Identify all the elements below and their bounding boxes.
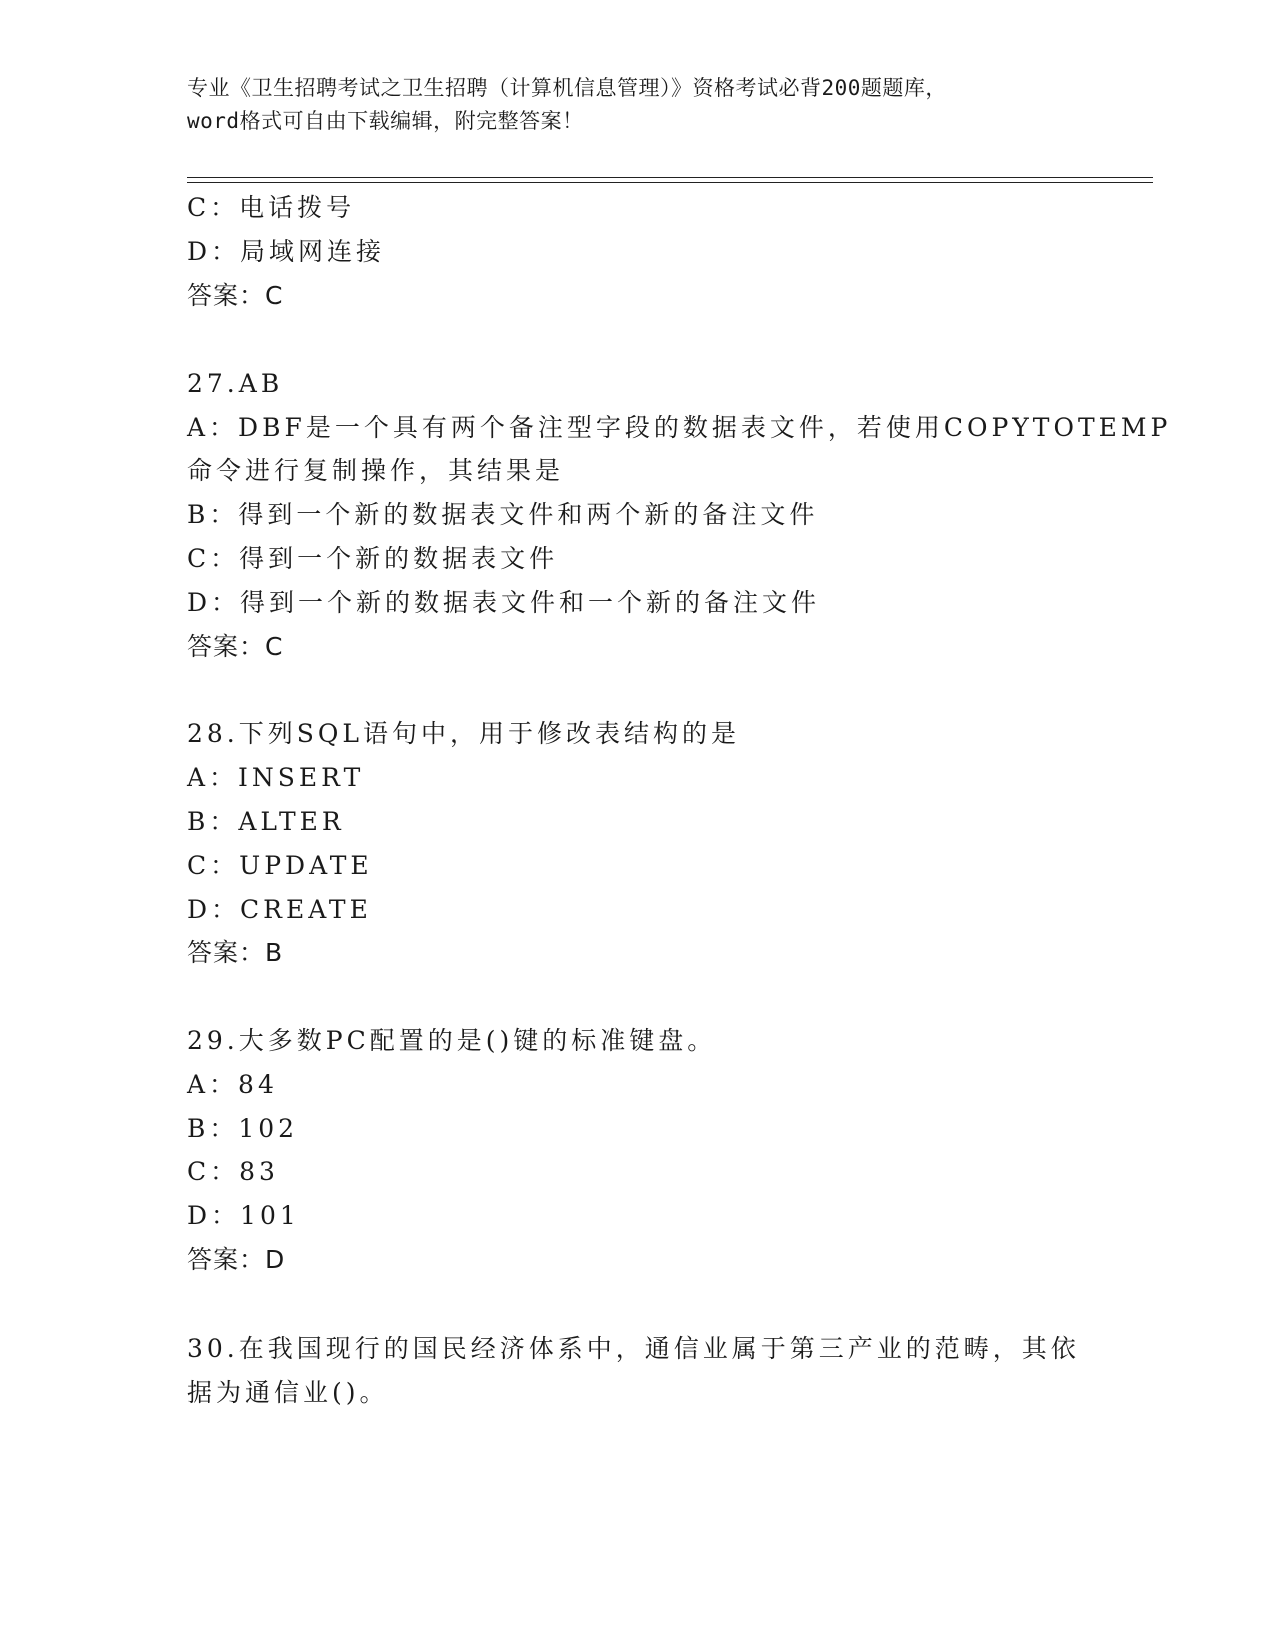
q26-answer: 答案：C (187, 281, 284, 310)
q28-title: 28.下列SQL语句中，用于修改表结构的是 (187, 719, 740, 748)
q29-option-c: C：83 (187, 1157, 279, 1186)
q26-option-c: C：电话拨号 (187, 193, 356, 222)
q27-answer: 答案：C (187, 632, 284, 661)
q27-option-a-line1: A：DBF是一个具有两个备注型字段的数据表文件，若使用COPYTOTEMP (187, 413, 1172, 442)
q27-option-c: C：得到一个新的数据表文件 (187, 544, 559, 573)
q29-option-d: D：101 (187, 1201, 300, 1230)
q29-option-b: B：102 (187, 1114, 299, 1143)
q27-option-b: B：得到一个新的数据表文件和两个新的备注文件 (187, 500, 819, 529)
q26-option-d: D：局域网连接 (187, 237, 386, 266)
q27-option-d: D：得到一个新的数据表文件和一个新的备注文件 (187, 588, 821, 617)
q28-option-a: A：INSERT (187, 763, 365, 792)
q29-answer: 答案：D (187, 1245, 286, 1274)
q29-option-a: A：84 (187, 1070, 278, 1099)
document-header (187, 72, 1087, 138)
q27-option-a-line2: 命令进行复制操作，其结果是 (187, 456, 565, 485)
q28-option-b: B：ALTER (187, 807, 345, 836)
header-divider-bottom (187, 182, 1153, 183)
q30-title-line1: 30.在我国现行的国民经济体系中，通信业属于第三产业的范畴，其依 (187, 1334, 1080, 1363)
q28-answer: 答案：B (187, 938, 284, 967)
header-line-2: word格式可自由下载编辑，附完整答案！ (187, 109, 584, 133)
q30-title-line2: 据为通信业()。 (187, 1378, 389, 1407)
q28-option-c: C：UPDATE (187, 851, 373, 880)
header-divider-top (187, 177, 1153, 178)
q27-title: 27.AB (187, 369, 284, 398)
header-line-1: 专业《卫生招聘考试之卫生招聘（计算机信息管理）》资格考试必背200题题库， (187, 76, 947, 100)
q28-option-d: D：CREATE (187, 895, 372, 924)
q29-title: 29.大多数PC配置的是()键的标准键盘。 (187, 1026, 717, 1055)
